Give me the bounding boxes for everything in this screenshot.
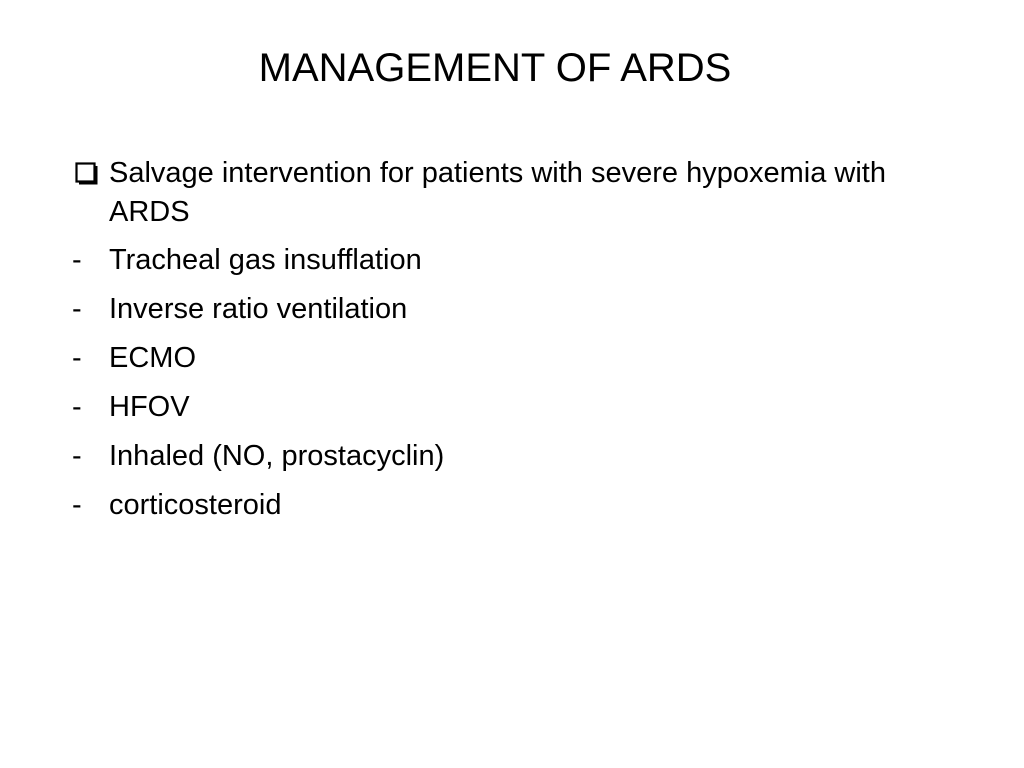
- sub-item: [72, 388, 972, 427]
- dash-marker: -: [72, 489, 82, 521]
- sub-bullet-list: [72, 241, 972, 525]
- checkbox-square-icon: [75, 162, 100, 187]
- dash-marker: -: [72, 391, 82, 423]
- dash-marker: -: [72, 440, 82, 472]
- slide-title: MANAGEMENT OF ARDS: [258, 46, 732, 90]
- sub-item-text: Inhaled (NO, prostacyclin): [109, 440, 445, 472]
- dash-marker: -: [72, 244, 82, 276]
- slide-content: [72, 154, 972, 535]
- main-bullet-text: Salvage intervention for patients with severe hypoxemia with ARDS: [109, 157, 886, 228]
- main-bullet: [72, 154, 972, 232]
- sub-item-text: corticosteroid: [109, 489, 282, 521]
- sub-item: [72, 290, 972, 329]
- sub-item-text: HFOV: [109, 391, 190, 423]
- sub-item-text: Tracheal gas insufflation: [109, 244, 422, 276]
- dash-marker: -: [72, 293, 82, 325]
- sub-item: [72, 437, 972, 476]
- sub-item: [72, 339, 972, 378]
- sub-item: [72, 241, 972, 280]
- dash-marker: -: [72, 342, 82, 374]
- sub-item-text: ECMO: [109, 342, 196, 374]
- sub-item: [72, 486, 972, 525]
- sub-item-text: Inverse ratio ventilation: [109, 293, 408, 325]
